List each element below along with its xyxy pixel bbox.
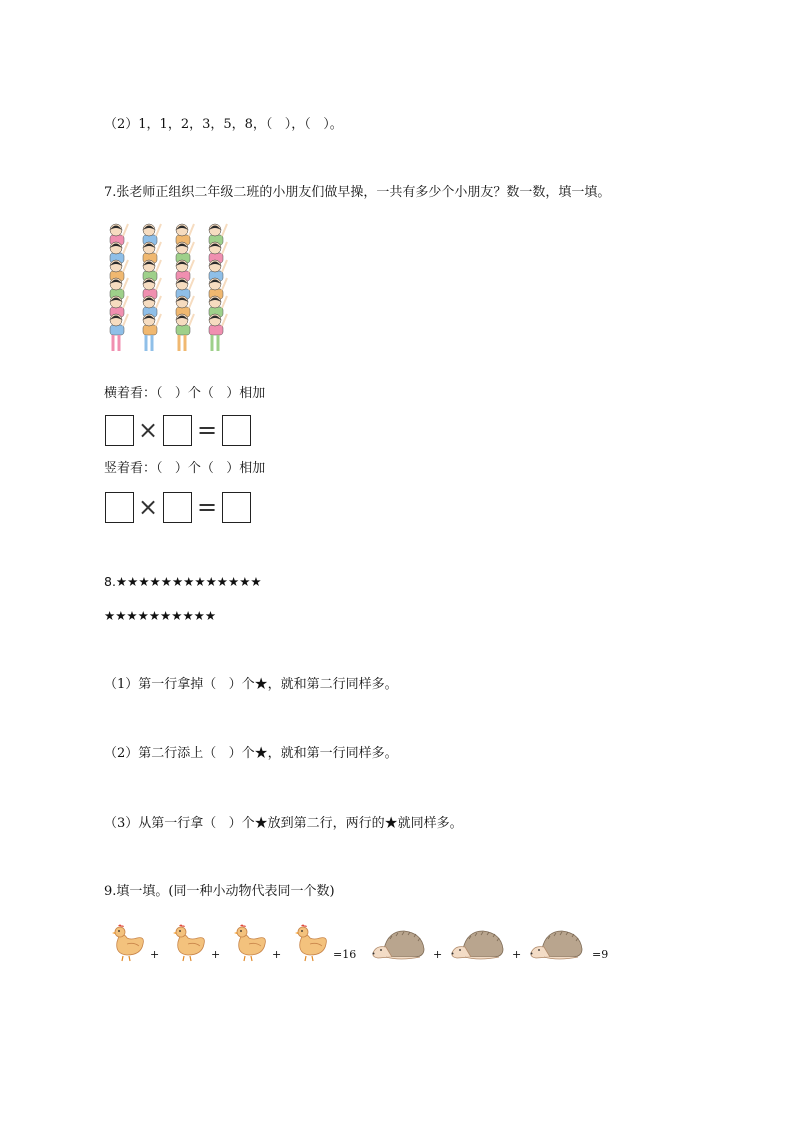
chicken-icon bbox=[290, 920, 332, 962]
star-question-1 bbox=[104, 676, 398, 694]
children-group-icon bbox=[106, 220, 246, 365]
answer-box-2[interactable] bbox=[163, 415, 192, 446]
star-row-2: ★★★★★★★★★★ bbox=[104, 608, 217, 623]
star-row-1: 8.★★★★★★★★★★★★★ bbox=[104, 574, 262, 589]
answer-box-1[interactable] bbox=[105, 415, 134, 446]
hedgehog-icon bbox=[528, 927, 586, 963]
question-9-title: 9.填一填。(同一种小动物代表同一个数) bbox=[104, 884, 335, 899]
chicken-icon bbox=[229, 920, 271, 962]
hedgehog-sum: =9 bbox=[592, 948, 609, 961]
hedgehog-icon bbox=[370, 927, 428, 963]
sequence-question bbox=[104, 116, 343, 134]
plus-sign: + bbox=[512, 948, 522, 961]
chicken-icon bbox=[107, 920, 149, 962]
answer-box-6[interactable] bbox=[222, 492, 251, 523]
plus-sign: + bbox=[211, 948, 221, 961]
answer-box-4[interactable] bbox=[105, 492, 134, 523]
star-question-3 bbox=[104, 815, 463, 833]
answer-box-3[interactable] bbox=[222, 415, 251, 446]
star-question-3-text: （3）从第一行拿（ ）个★放到第二行，两行的★就同样多。 bbox=[104, 816, 463, 831]
star-question-2-text: （2）第二行添上（ ）个★，就和第一行同样多。 bbox=[104, 746, 398, 761]
plus-sign: + bbox=[150, 948, 160, 961]
plus-sign: + bbox=[433, 948, 443, 961]
times-sign: × bbox=[138, 493, 159, 521]
sequence-text: （2）1，1，2，3，5，8，（ ），（ ）。 bbox=[104, 117, 343, 132]
chicken-icon bbox=[168, 920, 210, 962]
vertical-view-text: 竖着看：（ ）个（ ）相加 bbox=[104, 461, 266, 476]
question-7-title: 7.张老师正组织二年级二班的小朋友们做早操，一共有多少个小朋友？数一数，填一填。 bbox=[104, 185, 611, 200]
chicken-sum: =16 bbox=[333, 948, 357, 961]
answer-box-5[interactable] bbox=[163, 492, 192, 523]
equals-sign: = bbox=[197, 493, 218, 521]
equals-sign: = bbox=[197, 416, 218, 444]
times-sign: × bbox=[138, 416, 159, 444]
horizontal-view-text: 横着看：（ ）个（ ）相加 bbox=[104, 386, 266, 401]
hedgehog-icon bbox=[449, 927, 507, 963]
star-question-1-text: （1）第一行拿掉（ ）个★，就和第二行同样多。 bbox=[104, 677, 398, 692]
plus-sign: + bbox=[272, 948, 282, 961]
star-question-2 bbox=[104, 745, 398, 763]
